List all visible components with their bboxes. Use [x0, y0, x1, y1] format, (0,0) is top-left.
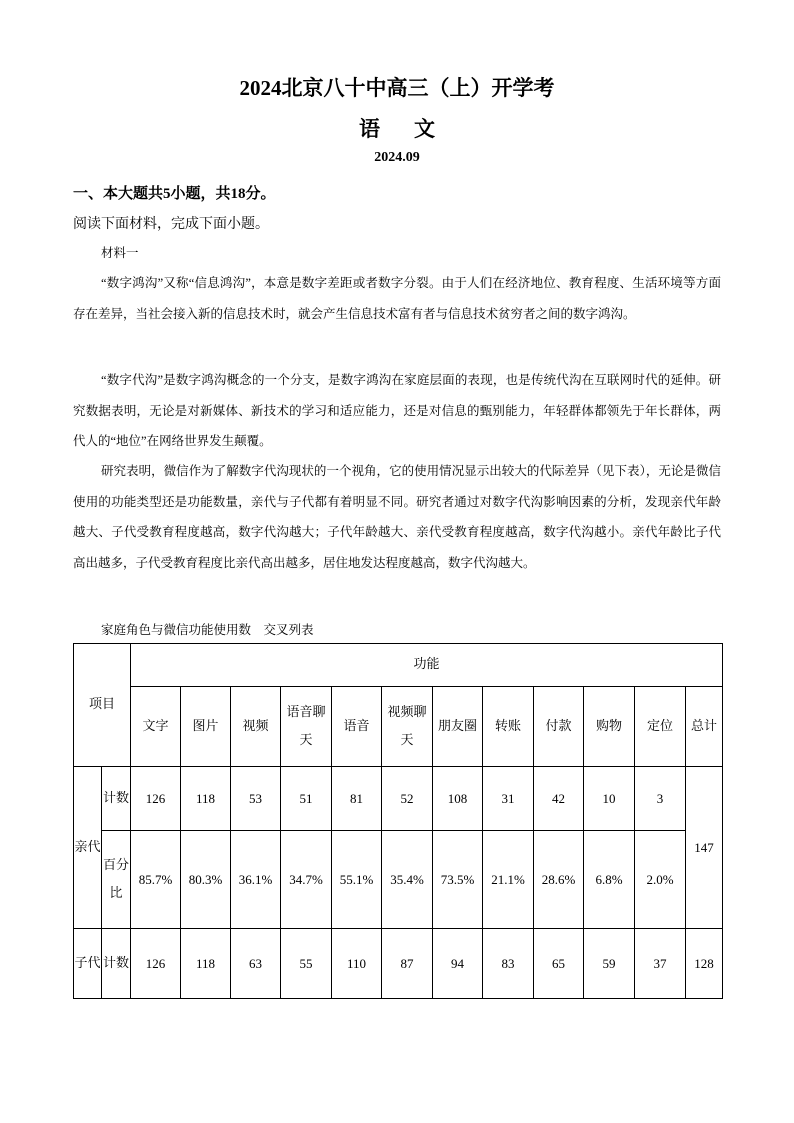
- table-cell: 31: [483, 767, 534, 831]
- parent-label: 亲代: [74, 839, 101, 855]
- table-cell: 55.1%: [332, 831, 382, 929]
- table-cell: 87: [382, 929, 433, 999]
- function-header: 功能: [413, 657, 440, 672]
- table-cell: 108: [433, 767, 483, 831]
- child-label: 子代: [74, 955, 101, 971]
- table-cell: 3: [635, 767, 686, 831]
- table-cell: 2.0%: [635, 831, 686, 929]
- row-label-cell: [102, 831, 131, 929]
- table-caption: 家庭角色与微信功能使用数 交叉列表: [101, 623, 314, 637]
- table-cell: 63: [231, 929, 281, 999]
- parent-count-row: [74, 767, 723, 831]
- column-header: 朋友圈: [433, 687, 483, 767]
- parent-percent-row: [74, 831, 723, 929]
- column-header: 语音聊天: [281, 687, 332, 767]
- column-header: 图片: [181, 687, 231, 767]
- function-header-cell: [131, 644, 723, 687]
- table-cell: 28.6%: [534, 831, 584, 929]
- item-header-cell: [74, 644, 131, 767]
- child-total: 128: [694, 955, 714, 971]
- table-cell: 10: [584, 767, 635, 831]
- row-label-cell: [102, 929, 131, 999]
- table-cell: 118: [181, 929, 231, 999]
- table-cell: 35.4%: [382, 831, 433, 929]
- column-header-row: [74, 687, 723, 767]
- percent-label: 百分比: [103, 857, 130, 901]
- parent-label-cell: [74, 767, 102, 929]
- table-cell: 36.1%: [231, 831, 281, 929]
- exam-title: 2024北京八十中高三（上）开学考: [239, 76, 555, 100]
- material-paragraph-3: 研究表明，微信作为了解数字代沟现状的一个视角，它的使用情况显示出较大的代际差异（见下表），无论是微信使用的功能类型还是功能数量，亲代与子代都有着明显不同。研究者通过对数字代沟影响因素的分析，发现亲代年龄越大、子代受教育程度越高，数字代沟越大；子代年龄越大、亲代受教育程度越高，数字代沟越小。亲代年龄比子代高出越多，子代受教育程度比亲代高出越多，居住地发达程度越高，数字代沟越大。: [73, 464, 721, 570]
- table-cell: 81: [332, 767, 382, 831]
- column-header: 文字: [131, 687, 181, 767]
- table-cell: 110: [332, 929, 382, 999]
- table-header-row: [74, 644, 723, 687]
- wechat-function-table: [73, 643, 723, 999]
- column-header: 总计: [686, 687, 723, 767]
- column-header: 定位: [635, 687, 686, 767]
- table-cell: 83: [483, 929, 534, 999]
- table-cell: 59: [584, 929, 635, 999]
- section-heading: 一、本大题共5小题，共18分。: [73, 186, 276, 202]
- table-cell: 85.7%: [131, 831, 181, 929]
- table-cell: 126: [131, 767, 181, 831]
- child-count-row: [74, 929, 723, 999]
- item-header: 项目: [89, 697, 116, 712]
- column-header: 购物: [584, 687, 635, 767]
- material-label: 材料一: [101, 246, 139, 260]
- column-header: 语音: [332, 687, 382, 767]
- table-cell: 118: [181, 767, 231, 831]
- count-label: 计数: [103, 955, 130, 971]
- count-label: 计数: [103, 790, 130, 806]
- material-paragraph-1: “数字鸿沟”又称“信息鸿沟”，本意是数字差距或者数字分裂。由于人们在经济地位、教育程度、生活环境等方面存在差异，当社会接入新的信息技术时，就会产生信息技术富有者与信息技术贫穷者之间的数字鸿沟。: [73, 276, 721, 321]
- column-header: 转账: [483, 687, 534, 767]
- row-label-cell: [102, 767, 131, 831]
- column-header: 付款: [534, 687, 584, 767]
- table-cell: 51: [281, 767, 332, 831]
- child-label-cell: [74, 929, 102, 999]
- table-cell: 53: [231, 767, 281, 831]
- table-cell: 55: [281, 929, 332, 999]
- column-header: 视频聊天: [382, 687, 433, 767]
- table-cell: 34.7%: [281, 831, 332, 929]
- exam-subject: 语文: [359, 117, 469, 141]
- child-total-cell: [686, 929, 723, 999]
- table-cell: 52: [382, 767, 433, 831]
- table-cell: 73.5%: [433, 831, 483, 929]
- parent-total: 147: [694, 839, 714, 855]
- parent-total-cell: [686, 767, 723, 929]
- table-cell: 21.1%: [483, 831, 534, 929]
- table-cell: 126: [131, 929, 181, 999]
- material-paragraph-2: “数字代沟”是数字鸿沟概念的一个分支，是数字鸿沟在家庭层面的表现，也是传统代沟在互联网时代的延伸。研究数据表明，无论是对新媒体、新技术的学习和适应能力，还是对信息的甄别能力，年轻群体都领先于年长群体，两代人的“地位”在网络世界发生颠覆。: [73, 373, 721, 448]
- table-cell: 42: [534, 767, 584, 831]
- column-header: 视频: [231, 687, 281, 767]
- exam-date: 2024.09: [374, 150, 420, 165]
- table-cell: 6.8%: [584, 831, 635, 929]
- table-cell: 94: [433, 929, 483, 999]
- table-cell: 65: [534, 929, 584, 999]
- table-cell: 80.3%: [181, 831, 231, 929]
- table-cell: 37: [635, 929, 686, 999]
- section-instruction: 阅读下面材料，完成下面小题。: [73, 217, 269, 232]
